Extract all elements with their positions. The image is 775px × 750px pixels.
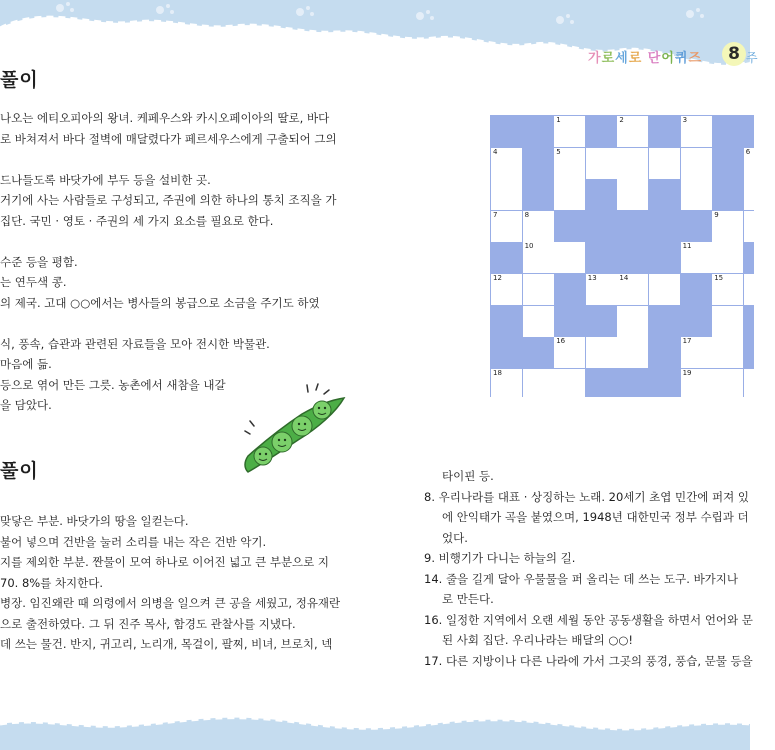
header-title-char: 가 [588,51,602,66]
clue-line: 불어 넣으며 건반을 눌러 소리를 내는 작은 건반 악기. [0,534,267,549]
clue-line: 나오는 에티오피아의 왕녀. 케페우스와 카시오페이아의 딸로, 바다 [0,111,330,125]
clue-line: 로 바쳐져서 바다 절벽에 매달렸다가 페르세우스에게 구출되어 그의 [0,131,337,146]
cell-number: 11 [682,242,692,251]
crossword-cell[interactable] [586,274,617,305]
crossword-cell[interactable] [681,242,712,273]
crossword-cell[interactable] [649,274,680,305]
crossword-cell[interactable] [617,116,648,147]
crossword-cell[interactable] [744,369,775,400]
crossword-cell[interactable] [712,211,743,242]
header-title-char: 단 [647,51,662,66]
crossword-cell[interactable] [491,274,522,305]
cell-number: 2 [619,116,624,124]
header-title-char: 로 [628,51,643,66]
cell-number: 6 [745,147,751,156]
clue-line: 마음에 듦. [0,357,52,371]
cell-number: 12 [493,274,502,282]
crossword-cell[interactable] [681,337,712,368]
crossword-cell[interactable] [744,179,775,210]
crossword-cell[interactable] [523,274,554,305]
clue-line: 을 담았다. [0,398,52,412]
cell-number: 8 [524,210,530,219]
clue-line: 14. 줄을 길게 달아 우물물을 퍼 올리는 데 쓰는 도구. 바가지나 [424,571,739,586]
cell-number: 16 [556,337,566,346]
crossword-cell[interactable] [649,148,680,179]
pea-pod-illustration [238,382,350,480]
clue-line: 지를 제외한 부분. 짠물이 모여 하나로 이어진 넓고 큰 부분으로 지 [0,555,330,569]
crossword-cell[interactable] [712,242,743,273]
chapter-suffix: 주 [746,51,758,65]
crossword-cell[interactable] [523,242,554,273]
crossword-cell[interactable] [491,148,522,179]
chapter-number: 8 [722,42,746,66]
crossword-cell[interactable] [554,369,585,400]
clue-line: 수준 등을 평함. [0,254,78,269]
clue-line: 는 연두색 콩. [0,275,67,289]
cell-number: 10 [524,242,534,251]
crossword-cell[interactable] [681,148,712,179]
clue-line: 집단. 국민 · 영토 · 주권의 세 가지 요소를 필요로 한다. [0,213,274,228]
clue-line: 의 제국. 고대 ○○에서는 병사들의 봉급으로 소금을 주기도 하였 [0,295,320,310]
header-title-char: 퀴 [674,51,689,66]
clue-line: 등으로 엮어 만든 그릇. 농촌에서 새참을 내갈 [0,377,226,392]
page-header-title [588,47,702,66]
clue-line: 된 사회 집단. 우리나라는 배달의 ○○! [442,633,634,647]
crossword-cell[interactable] [744,274,775,305]
cell-number: 17 [682,337,692,346]
crossword-cell[interactable] [554,148,585,179]
cell-number: 19 [682,368,692,377]
crossword-cell[interactable] [617,179,648,210]
crossword-cell[interactable] [554,337,585,368]
crossword-cell[interactable] [712,274,743,305]
crossword-cell[interactable] [617,306,648,337]
header-decoration [0,0,750,78]
clue-line: 거기에 사는 사람들로 구성되고, 주권에 의한 하나의 통치 조직을 가 [0,193,337,207]
clue-line: 타이핀 등. [442,469,494,483]
crossword-cell[interactable] [491,369,522,400]
crossword-cell[interactable] [586,337,617,368]
crossword-cell[interactable] [554,179,585,210]
crossword-cell[interactable] [491,211,522,242]
header-title-char: 즈 [688,51,703,66]
crossword-cell[interactable] [523,369,554,400]
crossword-cell[interactable] [712,369,743,400]
clue-line: 8. 우리나라를 대표 · 상징하는 노래. 20세기 초엽 민간에 퍼져 있 [424,489,749,504]
crossword-cell[interactable] [617,274,648,305]
crossword-cell[interactable] [681,179,712,210]
crossword-cell[interactable] [491,179,522,210]
crossword-cell[interactable] [617,337,648,368]
footer-decoration [0,708,750,750]
clue-line: 병장. 임진왜란 때 의령에서 의병을 일으켜 큰 공을 세웠고, 정유재란 [0,596,341,610]
crossword-cell[interactable] [554,116,585,147]
crossword-cell[interactable] [554,242,585,273]
cell-number: 5 [556,147,561,156]
header-title-char: 어 [661,51,675,66]
cell-number: 4 [493,147,498,156]
cell-number: 3 [682,116,688,124]
down-heading: 풀이 [0,460,39,482]
clue-line: 었다. [442,530,468,545]
crossword-cell[interactable] [744,211,775,242]
across-heading: 풀이 [0,69,39,91]
clue-line: 9. 비행기가 다니는 하늘의 길. [424,551,576,565]
crossword-cell[interactable] [523,211,554,242]
clue-line: 17. 다른 지방이나 다른 나라에 가서 그곳의 풍경, 풍습, 문물 등을 [424,653,753,668]
cell-number: 14 [619,274,629,282]
crossword-grid [490,115,754,397]
crossword-cell[interactable] [586,148,617,179]
clue-line: 드나들도록 바닷가에 부두 등을 설비한 곳. [0,172,211,187]
clue-line: 으로 출전하였다. 그 뒤 진주 목사, 함경도 관찰사를 지냈다. [0,616,296,631]
cell-number: 9 [714,210,719,219]
crossword-cell[interactable] [617,148,648,179]
cell-number: 18 [493,368,502,377]
clue-line: 16. 일정한 지역에서 오랜 세월 동안 공동생활을 하면서 언어와 문 [424,612,753,627]
crossword-cell[interactable] [681,369,712,400]
header-title-char: 로 [601,51,616,66]
clue-line: 에 안익태가 곡을 붙였으며, 1948년 대한민국 정부 수립과 더 [442,510,749,524]
cell-number: 7 [493,210,498,219]
clue-line: 70. 8%를 차지한다. [0,575,104,590]
header-title-char: 세 [615,51,629,66]
clue-line: 맞닿은 부분. 바닷가의 땅을 일컫는다. [0,514,189,528]
crossword-cell[interactable] [681,116,712,147]
crossword-cell[interactable] [523,306,554,337]
cell-number: 15 [714,274,724,282]
clue-line: 로 만든다. [442,592,494,606]
crossword-cell[interactable] [712,306,743,337]
clue-line: 식, 풍속, 습관과 관련된 자료들을 모아 전시한 박물관. [0,336,270,351]
clue-line: 데 쓰는 물건. 반지, 귀고리, 노리개, 목걸이, 팔찌, 비녀, 브로치, 넥 [0,637,333,651]
crossword-cell[interactable] [744,148,775,179]
crossword-cell[interactable] [712,337,743,368]
cell-number: 1 [556,116,561,124]
cell-number: 13 [587,274,597,282]
